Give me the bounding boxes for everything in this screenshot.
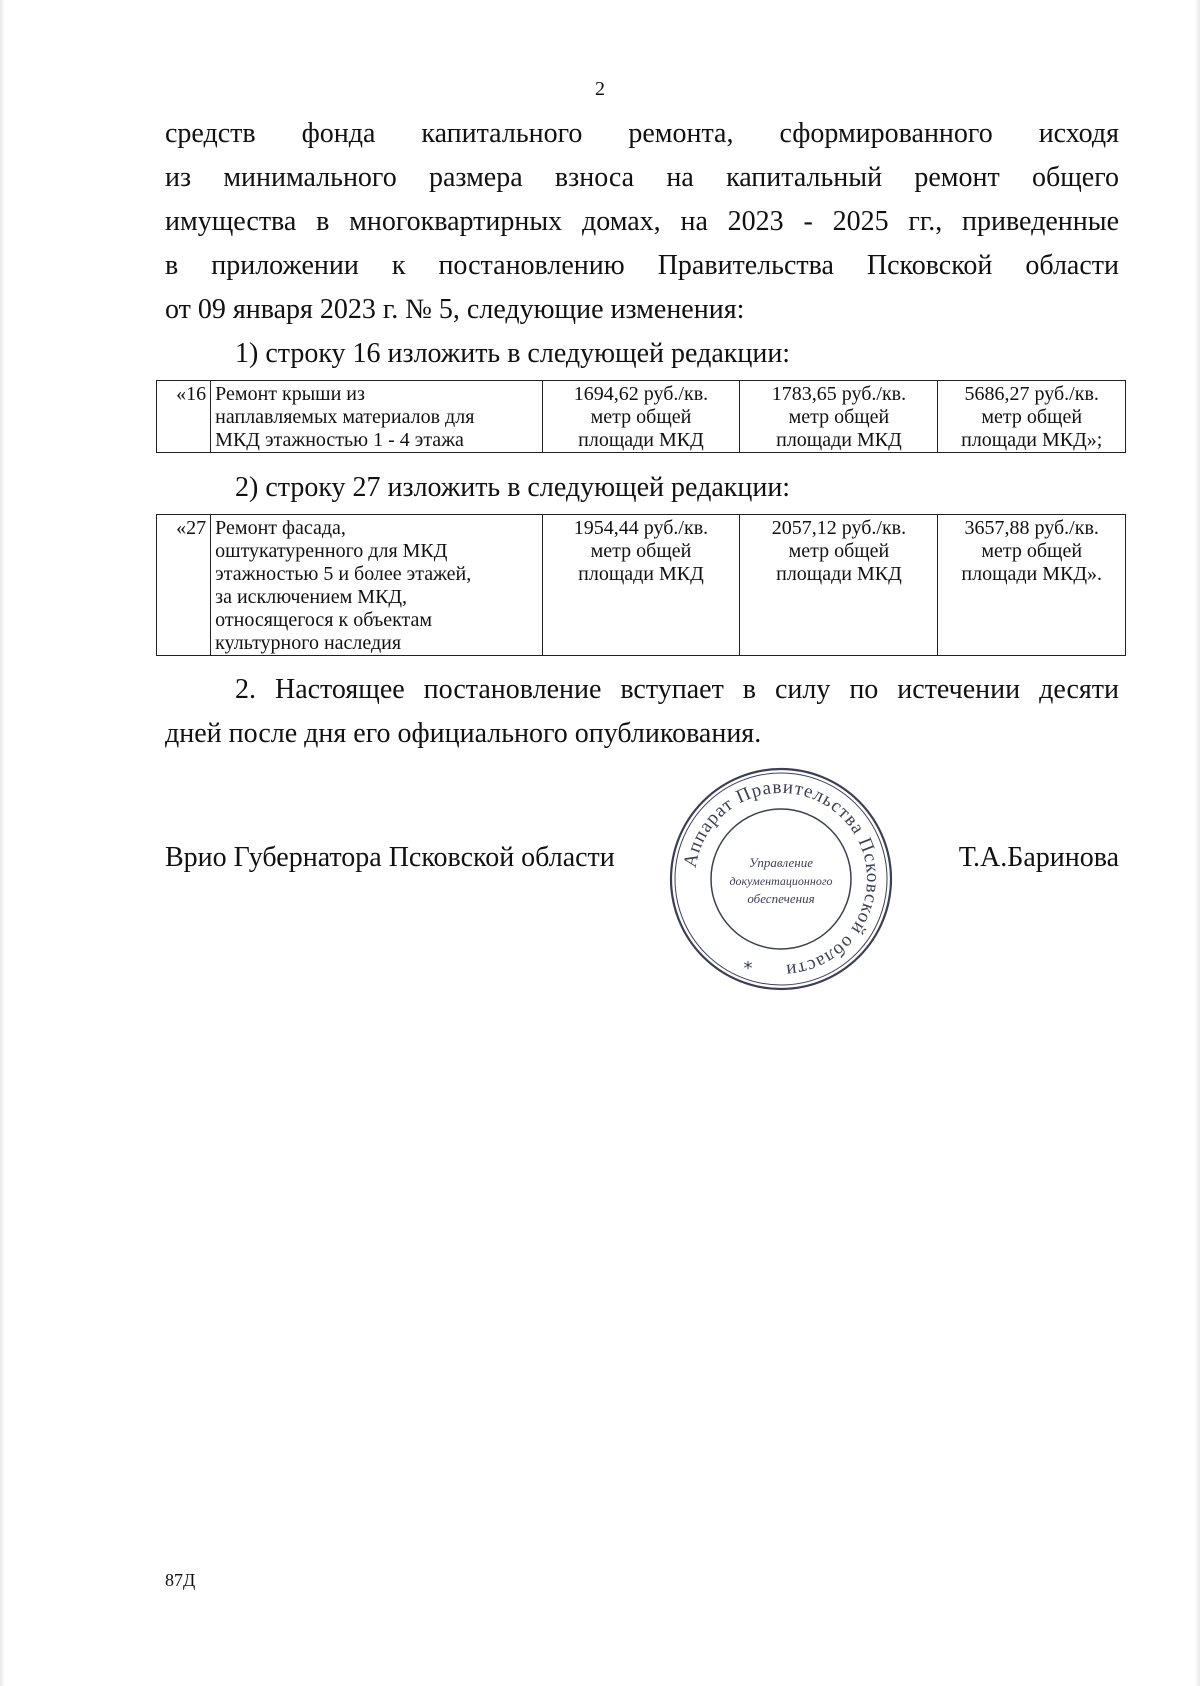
table-row [157,515,1126,656]
seal-center-line: документационного [729,874,833,888]
price-line: 2057,12 руб./кв. [771,517,907,539]
description-line: относящегося к объектам [215,609,433,631]
seal-ring-text: Аппарат Правительства Псковской области [679,776,884,982]
price-2023 [542,515,740,656]
description-line: МКД этажностью 1 - 4 этажа [215,429,464,451]
intro-line: в приложении к постановлению Правительства Псковской области [165,250,1119,281]
price-line: 1694,62 руб./кв. [573,383,709,405]
document-code: 87Д [165,1570,196,1590]
clause-2-paragraph [165,668,1119,756]
row-number: «16 [157,381,211,453]
price-line: метр общей [981,540,1083,562]
seal-center-line: Управление [748,855,814,870]
signatory-title: Врио Губернатора Псковской области [165,842,615,873]
price-line: площади МКД [776,563,902,585]
description-line: Ремонт фасада, [215,517,346,539]
price-line: площади МКД [776,429,902,451]
price-line: 1783,65 руб./кв. [771,383,907,405]
price-2025 [938,515,1126,656]
price-line: метр общей [590,540,692,562]
description-line: за исключением МКД, [215,586,408,608]
seal-star-icon: * [743,958,753,979]
intro-paragraph [165,112,1119,332]
price-line: 5686,27 руб./кв. [964,383,1099,405]
price-2024 [740,515,938,656]
row27-table [156,514,1126,656]
price-line: метр общей [981,406,1083,428]
price-line: метр общей [788,406,890,428]
intro-line: имущества в многоквартирных домах, на 2023 - 2025 гг., приведенные [165,206,1119,237]
description-line: этажностью 5 и более этажей, [215,563,472,585]
intro-line: из минимального размера взноса на капитальный ремонт общего [165,162,1119,193]
price-line: площади МКД [578,429,704,451]
table-row [157,381,1126,453]
work-description [211,381,542,453]
scan-edge-right [1195,0,1200,1686]
item2-heading: 2) строку 27 изложить в следующей редакции: [235,472,791,503]
description-line: культурного наследия [215,632,402,654]
intro-line: от 09 января 2023 г. № 5, следующие изменения: [165,294,745,325]
clause-line: дней после дня его официального опубликования. [165,718,762,749]
signatory-name: Т.А.Баринова [958,842,1119,873]
price-line: метр общей [788,540,890,562]
price-line: 1954,44 руб./кв. [573,517,709,539]
description-line: наплавляемых материалов для [215,406,475,428]
price-line: площади МКД». [961,563,1102,585]
price-line: площади МКД»; [961,429,1103,451]
clause-line: 2. Настоящее постановление вступает в силу по истечении десяти [235,674,1119,705]
description-line: оштукатуренного для МКД [215,540,448,562]
row16-table [156,380,1126,453]
work-description [211,515,542,656]
intro-line: средств фонда капитального ремонта, сформированного исходя [165,118,1119,149]
price-line: площади МКД [578,563,704,585]
row-number: «27 [157,515,211,656]
seal-center-line: обеспечения [747,891,815,906]
scan-edge-left [0,0,5,1686]
price-2023 [542,381,740,453]
price-2024 [740,381,938,453]
official-seal-stamp [666,764,896,994]
price-line: метр общей [590,406,692,428]
description-line: Ремонт крыши из [215,383,365,405]
page-number: 2 [595,78,605,100]
price-2025 [938,381,1126,453]
price-line: 3657,88 руб./кв. [964,517,1099,539]
item1-heading: 1) строку 16 изложить в следующей редакции: [235,338,791,369]
